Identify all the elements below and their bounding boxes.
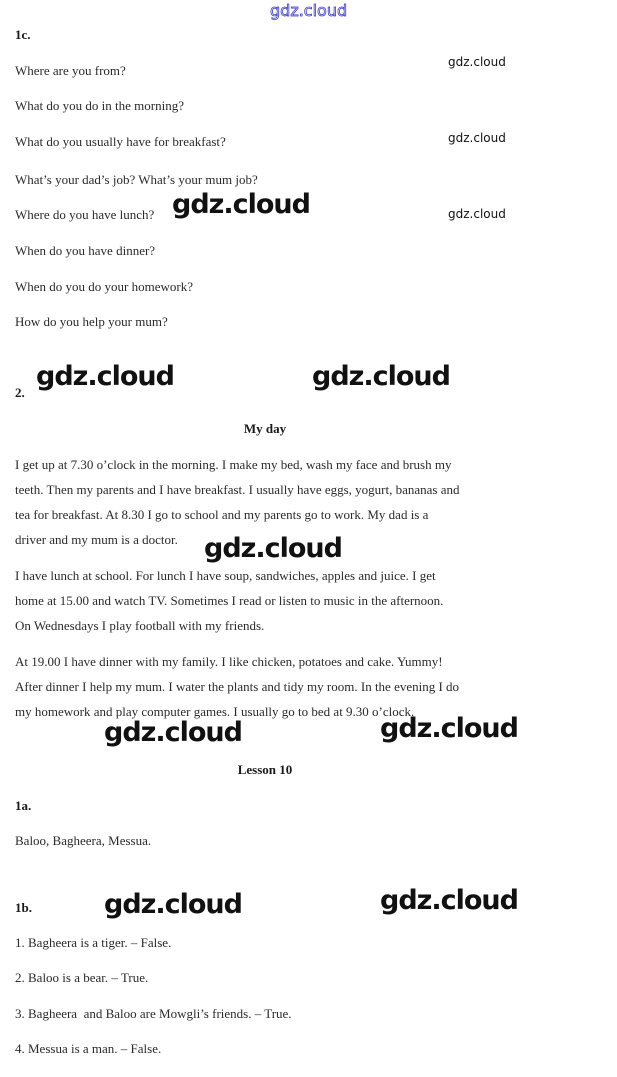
text-line: my homework and play computer games. I usually go to bed at 9.30 o’clock. bbox=[15, 704, 415, 719]
section-2-heading: 2. bbox=[15, 385, 25, 400]
question: Where do you have lunch? bbox=[15, 207, 155, 222]
question: How do you help your mum? bbox=[15, 314, 168, 329]
section-1b-heading: 1b. bbox=[15, 900, 32, 915]
watermark-top: gdz.cloud bbox=[270, 1, 348, 20]
watermark-large: gdz.cloud bbox=[380, 713, 518, 744]
watermark-large: gdz.cloud bbox=[204, 533, 342, 564]
question: What do you do in the morning? bbox=[15, 98, 184, 113]
answer-item: 1. Bagheera is a tiger. – False. bbox=[15, 935, 172, 950]
watermark-large: gdz.cloud bbox=[380, 885, 518, 916]
text-line: driver and my mum is a doctor. bbox=[15, 532, 178, 547]
text-line: tea for breakfast. At 8.30 I go to school and my parents go to work. My dad is a bbox=[15, 507, 429, 522]
text-line: On Wednesdays I play football with my friends. bbox=[15, 618, 265, 633]
question: When do you have dinner? bbox=[15, 243, 156, 258]
text-line: After dinner I help my mum. I water the plants and tidy my room. In the evening I do bbox=[15, 679, 460, 694]
watermark-large: gdz.cloud bbox=[172, 189, 310, 220]
watermark-small: gdz.cloud bbox=[448, 55, 506, 69]
text-line: At 19.00 I have dinner with my family. I like chicken, potatoes and cake. Yummy! bbox=[15, 654, 443, 669]
watermark-large: gdz.cloud bbox=[104, 717, 242, 748]
question: When do you do your homework? bbox=[15, 279, 193, 294]
text-line: home at 15.00 and watch TV. Sometimes I read or listen to music in the afternoon. bbox=[15, 593, 444, 608]
answer-item: 3. Bagheera and Baloo are Mowgli’s friends. – True. bbox=[15, 1006, 292, 1021]
text-line: I get up at 7.30 o’clock in the morning. I make my bed, wash my face and brush my bbox=[15, 457, 452, 472]
answer-item: 4. Messua is a man. – False. bbox=[15, 1041, 162, 1056]
watermark-large: gdz.cloud bbox=[36, 361, 174, 392]
answer-item: 2. Baloo is a bear. – True. bbox=[15, 970, 149, 985]
text-line: I have lunch at school. For lunch I have soup, sandwiches, apples and juice. I get bbox=[15, 568, 436, 583]
text-line: teeth. Then my parents and I have breakfast. I usually have eggs, yogurt, bananas and bbox=[15, 482, 460, 497]
text-title: My day bbox=[243, 421, 287, 436]
watermark-large: gdz.cloud bbox=[312, 361, 450, 392]
question: What do you usually have for breakfast? bbox=[15, 134, 226, 149]
section-1c-heading: 1c. bbox=[15, 27, 31, 42]
watermark-large: gdz.cloud bbox=[104, 889, 242, 920]
question: Where are you from? bbox=[15, 63, 126, 78]
question: What’s your dad’s job? What’s your mum job? bbox=[15, 172, 258, 187]
lesson-title: Lesson 10 bbox=[237, 762, 293, 777]
watermark-small: gdz.cloud bbox=[448, 131, 506, 145]
answer: Baloo, Bagheera, Messua. bbox=[15, 833, 152, 848]
section-1a-heading: 1a. bbox=[15, 798, 32, 813]
watermark-small: gdz.cloud bbox=[448, 207, 506, 221]
